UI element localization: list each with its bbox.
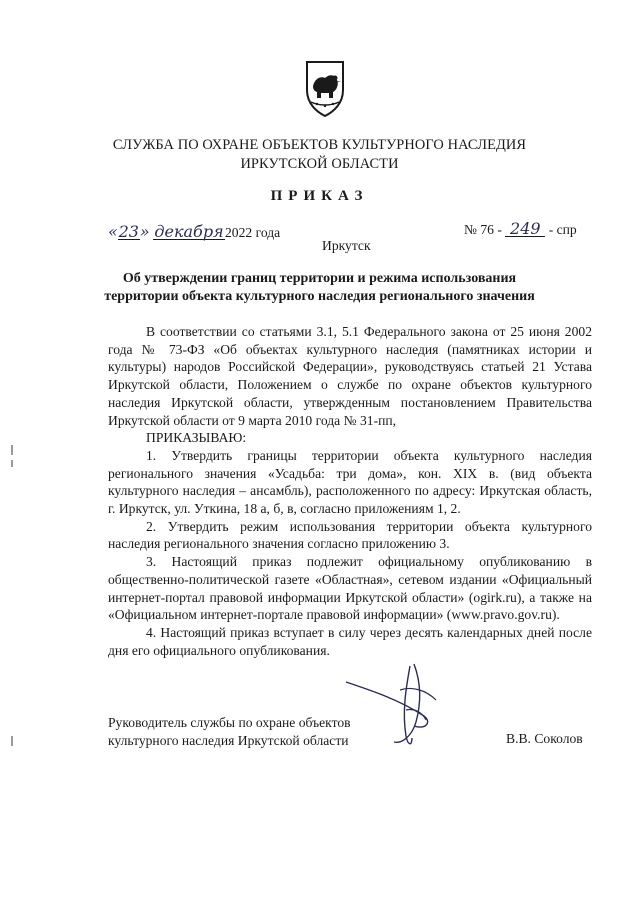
date-month: декабря	[154, 222, 224, 241]
organization-header	[0, 136, 639, 174]
preamble-paragraph: В соответствии со статьями 3.1, 5.1 Федерального закона от 25 июня 2002 года № 73-ФЗ «Об объектах культурного наследия (памятниках истории и культуры) народов Российской Федерации», руководствуясь статьей 21 Устава Иркутской области, Положением о службе по охране объектов культурного наследия Иркутской области, утвержденным постановлением Правительства Иркутской области от 9 марта 2010 года № 31-пп,	[108, 324, 592, 428]
handwritten-signature	[340, 660, 450, 752]
document-type: ПРИКАЗ	[270, 188, 369, 204]
scan-margin-mark	[11, 460, 13, 467]
number-prefix: № 76 -	[464, 222, 502, 237]
signatory-name: В.В. Соколов	[506, 731, 583, 746]
number-suffix: - спр	[548, 222, 577, 237]
date-close-quote: »	[139, 222, 150, 241]
order-word: ПРИКАЗЫВАЮ:	[146, 430, 247, 446]
date-day: 23	[118, 222, 139, 241]
organization-name-line1: СЛУЖБА ПО ОХРАНЕ ОБЪЕКТОВ КУЛЬТУРНОГО НАСЛЕДИЯ	[112, 137, 527, 153]
document-title	[0, 270, 639, 306]
scan-margin-mark	[11, 445, 13, 455]
date-year: 2022 года	[225, 225, 281, 240]
signatory-position	[108, 714, 351, 749]
number-value: 249	[505, 222, 545, 237]
order-item-2: 2. Утвердить режим использования территории объекта культурного наследия регионального значения согласно приложению 3.	[108, 518, 592, 552]
date-open-quote: «	[108, 222, 118, 241]
signatory-position-line1: Руководитель службы по охране объектов	[108, 715, 351, 730]
city: Иркутск	[322, 238, 371, 253]
document-body	[108, 323, 592, 659]
order-item-1: 1. Утвердить границы территории объекта культурного наследия регионального значения «Усадьба: три дома», кон. XIX в. (вид объекта культурного наследия – ансамбль), расположенного по адресу: Иркутская область, г. Иркутск, ул. Уткина, 18 а, б, в, согласно приложениям 1, 2.	[108, 447, 592, 517]
signatory-position-line2: культурного наследия Иркутской области	[108, 732, 349, 748]
title-line2: территории объекта культурного наследия регионального значения	[104, 289, 535, 304]
organization-name-line2: ИРКУТСКОЙ ОБЛАСТИ	[240, 156, 399, 172]
order-item-3: 3. Настоящий приказ подлежит официальному опубликованию в общественно-политической газете «Областная», сетевом издании «Официальный интернет-портал правовой информации Иркутской области» (ogirk.ru), а также на «Официальном интернет-портале правовой информации» (www.pravo.gov.ru).	[108, 554, 592, 623]
coat-of-arms-icon	[303, 60, 347, 118]
title-line1: Об утверждении границ территории и режима использования	[122, 271, 517, 286]
order-date	[108, 222, 280, 241]
order-number	[464, 219, 577, 238]
scan-margin-mark	[11, 736, 13, 746]
order-item-4: 4. Настоящий приказ вступает в силу через десять календарных дней после дня его официального опубликования.	[108, 624, 592, 658]
